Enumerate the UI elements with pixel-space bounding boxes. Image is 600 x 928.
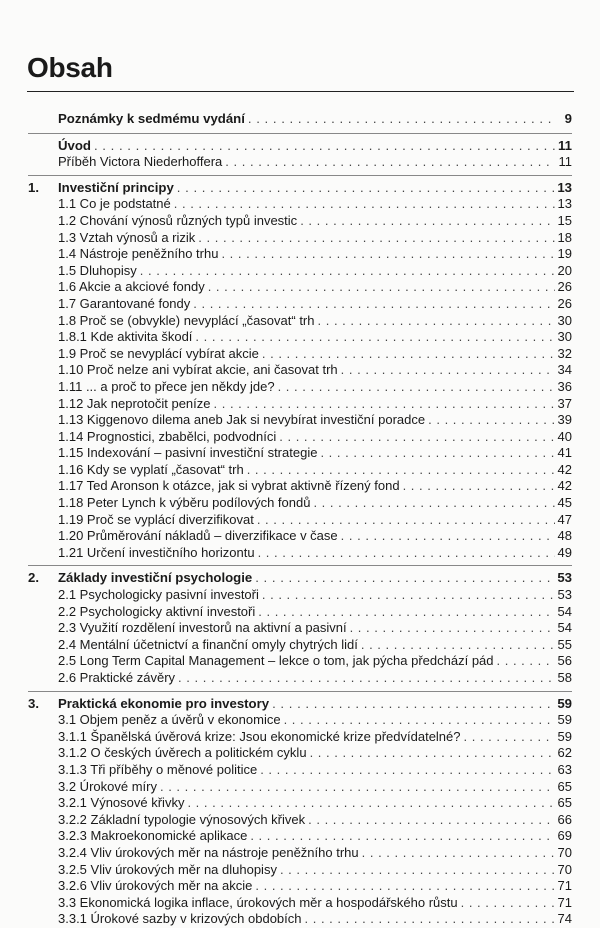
- entry-title: 1.12 Jak neprotočit peníze: [58, 395, 211, 411]
- entry-title: Investiční principy: [58, 179, 174, 195]
- entry-title: Poznámky k sedmému vydání: [58, 111, 245, 126]
- toc-entry[interactable]: [28, 878, 572, 895]
- dot-leader: [225, 154, 555, 171]
- entry-title: 3.2.3 Makroekonomické aplikace: [58, 828, 248, 844]
- page-number: 65: [557, 778, 572, 794]
- dot-leader: [320, 445, 554, 462]
- toc-entry[interactable]: [28, 412, 572, 429]
- toc-entry[interactable]: [28, 670, 572, 687]
- page-number: 58: [557, 670, 572, 685]
- toc-entry[interactable]: [28, 445, 572, 462]
- page-number: 70: [557, 844, 572, 860]
- toc-entry[interactable]: [28, 637, 572, 654]
- dot-leader: [260, 762, 554, 779]
- entry-title: 3.3.1 Úrokové sazby v krizových obdobích: [58, 911, 302, 927]
- page-number: 20: [557, 262, 572, 278]
- toc-entry[interactable]: [28, 495, 572, 512]
- toc-entry[interactable]: [28, 795, 572, 812]
- page-number: 48: [557, 528, 572, 544]
- entry-title: 1.21 Určení investičního horizontu: [58, 544, 255, 560]
- toc-entry[interactable]: [28, 587, 572, 604]
- entry-title: 1.6 Akcie a akciové fondy: [58, 279, 205, 295]
- dot-leader: [305, 911, 555, 928]
- dot-leader: [195, 329, 554, 346]
- entry-title: 2.5 Long Term Capital Management – lekce o tom, jak pýcha předchází pád: [58, 653, 494, 669]
- entry-title: 1.17 Ted Aronson k otázce, jak si vybrat aktivně řízený fond: [58, 478, 400, 494]
- dot-leader: [178, 670, 554, 687]
- page-number: 41: [557, 445, 572, 461]
- page-number: 55: [557, 636, 572, 652]
- toc-entry[interactable]: [28, 313, 572, 330]
- page-number: 42: [557, 478, 572, 494]
- page-number: 26: [557, 295, 572, 311]
- page-number: 30: [557, 312, 572, 328]
- entry-title: 1.16 Kdy se vyplatí „časovat“ trh: [58, 461, 244, 477]
- entry-title: 1.20 Průměrování nákladů – diverzifikace v čase: [58, 528, 338, 544]
- toc-entry[interactable]: [28, 154, 572, 171]
- dot-leader: [255, 570, 554, 587]
- toc-chapter-entry[interactable]: [28, 570, 572, 587]
- entry-title: 1.13 Kiggenovo dilema aneb Jak si nevybírat investiční poradce: [58, 412, 426, 428]
- chapter-number: 3.: [28, 695, 39, 711]
- entry-title: 3.1.1 Španělská úvěrová krize: Jsou ekonomické krize předvídatelné?: [58, 728, 461, 744]
- dot-leader: [280, 862, 555, 879]
- dot-leader: [310, 745, 555, 762]
- toc-section: [28, 565, 572, 686]
- toc-entry[interactable]: [28, 213, 572, 230]
- dot-leader: [341, 362, 555, 379]
- toc-entry[interactable]: [28, 429, 572, 446]
- toc-entry[interactable]: [28, 779, 572, 796]
- entry-title: 2.1 Psychologicky pasivní investoři: [58, 587, 259, 603]
- page-number: 74: [557, 911, 572, 927]
- page-number: 63: [557, 761, 572, 777]
- dot-leader: [279, 429, 554, 446]
- toc-entry[interactable]: [28, 845, 572, 862]
- page-number: 59: [557, 695, 572, 711]
- page-number: 53: [557, 587, 572, 603]
- entry-title: 3.1.2 O českých úvěrech a politickém cyklu: [58, 745, 307, 761]
- dot-leader: [248, 111, 555, 128]
- page-number: 13: [557, 179, 572, 195]
- entry-title: 3.1.3 Tři příběhy o měnové politice: [58, 761, 258, 777]
- toc-chapter-entry[interactable]: [28, 180, 572, 197]
- entry-title: 3.2 Úrokové míry: [58, 778, 157, 794]
- dot-leader: [198, 230, 554, 247]
- page-number: 53: [557, 570, 572, 586]
- dot-leader: [313, 495, 554, 512]
- toc-section: [28, 175, 572, 562]
- entry-title: 1.8.1 Kde aktivita škodí: [58, 329, 193, 345]
- toc-section: [28, 691, 572, 928]
- entry-title: 3.2.6 Vliv úrokových měr na akcie: [58, 878, 253, 894]
- toc-entry[interactable]: [28, 620, 572, 637]
- dot-leader: [160, 779, 555, 796]
- page-number: 59: [557, 712, 572, 728]
- dot-leader: [350, 620, 555, 637]
- page-number: 69: [557, 828, 572, 844]
- dot-leader: [300, 213, 554, 230]
- title-rule: [27, 91, 574, 92]
- entry-title: 1.2 Chování výnosů různých typů investic: [58, 212, 298, 228]
- entry-title: 3.2.4 Vliv úrokových měr na nástroje peněžního trhu: [58, 844, 359, 860]
- entry-title: 1.9 Proč se nevyplácí vybírat akcie: [58, 345, 259, 361]
- page-number: 49: [557, 544, 572, 560]
- page-number: 11: [558, 154, 572, 170]
- toc-entry[interactable]: [28, 745, 572, 762]
- dot-leader: [497, 653, 555, 670]
- entry-title: 3.2.2 Základní typologie výnosových křivek: [58, 811, 306, 827]
- toc-entry[interactable]: [28, 712, 572, 729]
- page-number: 39: [557, 412, 572, 428]
- page-number: 32: [557, 345, 572, 361]
- dot-leader: [272, 696, 554, 713]
- dot-leader: [187, 795, 554, 812]
- dot-leader: [174, 196, 555, 213]
- toc-entry[interactable]: [28, 729, 572, 746]
- toc-entry[interactable]: [28, 828, 572, 845]
- page-number: 11: [558, 137, 572, 153]
- dot-leader: [193, 296, 554, 313]
- page-number: 30: [557, 329, 572, 345]
- toc-section: [28, 111, 572, 128]
- toc-entry[interactable]: [28, 528, 572, 545]
- dot-leader: [361, 637, 555, 654]
- dot-leader: [262, 346, 555, 363]
- dot-leader: [258, 604, 554, 621]
- entry-title: 2.4 Mentální účetnictví a finanční omyly chytrých lidí: [58, 636, 358, 652]
- page-number: 9: [564, 111, 572, 126]
- page-number: 34: [557, 362, 572, 378]
- entry-title: 1.15 Indexování – pasivní investiční strategie: [58, 445, 318, 461]
- toc-chapter-entry[interactable]: [28, 111, 572, 128]
- entry-title: 1.4 Nástroje peněžního trhu: [58, 246, 219, 262]
- page-number: 40: [557, 428, 572, 444]
- entry-title: 1.3 Vztah výnosů a rizik: [58, 229, 196, 245]
- dot-leader: [284, 712, 555, 729]
- entry-title: 1.11 ... a proč to přece jen někdy jde?: [58, 378, 275, 394]
- page-number: 59: [557, 728, 572, 744]
- page-number: 13: [557, 196, 572, 212]
- entry-title: 3.1 Objem peněz a úvěrů v ekonomice: [58, 712, 281, 728]
- dot-leader: [247, 462, 555, 479]
- dot-leader: [221, 246, 554, 263]
- dot-leader: [208, 279, 555, 296]
- page-number: 62: [557, 745, 572, 761]
- toc-entry[interactable]: [28, 379, 572, 396]
- dot-leader: [94, 138, 555, 155]
- page-number: 70: [557, 861, 572, 877]
- entry-title: 3.2.1 Výnosové křivky: [58, 795, 185, 811]
- dot-leader: [214, 396, 555, 413]
- page-number: 71: [557, 894, 572, 910]
- toc-entry[interactable]: [28, 812, 572, 829]
- toc-entry[interactable]: [28, 196, 572, 213]
- toc-entry[interactable]: [28, 604, 572, 621]
- chapter-number: 1.: [28, 179, 39, 195]
- dot-leader: [403, 478, 555, 495]
- toc-entry[interactable]: [28, 895, 572, 912]
- page-number: 56: [557, 653, 572, 669]
- toc-entry[interactable]: [28, 862, 572, 879]
- page-number: 42: [557, 461, 572, 477]
- dot-leader: [341, 528, 555, 545]
- page-number: 54: [557, 603, 572, 619]
- entry-title: 2.3 Využití rozdělení investorů na aktivní a pasivní: [58, 620, 347, 636]
- chapter-number: 2.: [28, 570, 39, 586]
- entry-title: 1.10 Proč nelze ani vybírat akcie, ani časovat trh: [58, 362, 338, 378]
- dot-leader: [250, 828, 554, 845]
- toc-entry[interactable]: [28, 246, 572, 263]
- toc-entry[interactable]: [28, 396, 572, 413]
- toc-entry[interactable]: [28, 296, 572, 313]
- page-number: 47: [557, 511, 572, 527]
- entry-title: Základy investiční psychologie: [58, 570, 253, 586]
- entry-title: 2.2 Psychologicky aktivní investoři: [58, 603, 256, 619]
- table-of-contents: [28, 111, 572, 928]
- dot-leader: [177, 180, 555, 197]
- entry-title: 1.7 Garantované fondy: [58, 295, 191, 311]
- entry-title: 1.18 Peter Lynch k výběru podílových fondů: [58, 495, 311, 511]
- entry-title: 3.2.5 Vliv úrokových měr na dluhopisy: [58, 861, 277, 877]
- dot-leader: [362, 845, 555, 862]
- page-number: 65: [557, 795, 572, 811]
- toc-entry[interactable]: [28, 263, 572, 280]
- toc-entry[interactable]: [28, 346, 572, 363]
- entry-title: Úvod: [58, 137, 91, 153]
- dot-leader: [308, 812, 554, 829]
- toc-entry[interactable]: [28, 545, 572, 562]
- dot-leader: [140, 263, 555, 280]
- dot-leader: [255, 878, 554, 895]
- page-number: 71: [557, 878, 572, 894]
- toc-section: [28, 133, 572, 171]
- toc-entry[interactable]: [28, 512, 572, 529]
- entry-title: 3.3 Ekonomická logika inflace, úrokových měr a hospodářského růstu: [58, 894, 458, 910]
- page-number: 66: [557, 811, 572, 827]
- page-number: 37: [557, 395, 572, 411]
- page-number: 36: [557, 378, 572, 394]
- dot-leader: [257, 512, 555, 529]
- toc-chapter-entry[interactable]: [28, 696, 572, 713]
- toc-entry[interactable]: [28, 653, 572, 670]
- entry-title: 1.14 Prognostici, zbabělci, podvodníci: [58, 428, 277, 444]
- dot-leader: [262, 587, 555, 604]
- page-number: 45: [557, 495, 572, 511]
- page-title: Obsah: [27, 52, 113, 83]
- toc-chapter-entry[interactable]: [28, 138, 572, 155]
- dot-leader: [461, 895, 555, 912]
- toc-entry[interactable]: [28, 362, 572, 379]
- entry-title: 2.6 Praktické závěry: [58, 670, 176, 685]
- entry-title: 1.8 Proč se (obvykle) nevyplácí „časovat“ trh: [58, 312, 315, 328]
- entry-title: Praktická ekonomie pro investory: [58, 695, 270, 711]
- toc-entry[interactable]: [28, 478, 572, 495]
- entry-title: 1.5 Dluhopisy: [58, 262, 137, 278]
- dot-leader: [258, 545, 555, 562]
- dot-leader: [428, 412, 554, 429]
- page-number: 54: [557, 620, 572, 636]
- dot-leader: [464, 729, 555, 746]
- page-number: 15: [557, 212, 572, 228]
- toc-entry[interactable]: [28, 329, 572, 346]
- page-number: 18: [557, 229, 572, 245]
- toc-entry[interactable]: [28, 762, 572, 779]
- page-number: 19: [557, 246, 572, 262]
- toc-entry[interactable]: [28, 911, 572, 928]
- entry-title: 1.19 Proč se vyplácí diverzifikovat: [58, 511, 254, 527]
- toc-entry[interactable]: [28, 279, 572, 296]
- dot-leader: [318, 313, 555, 330]
- page-number: 26: [557, 279, 572, 295]
- entry-title: Příběh Victora Niederhoffera: [58, 154, 223, 170]
- toc-entry[interactable]: [28, 462, 572, 479]
- entry-title: 1.1 Co je podstatné: [58, 196, 171, 212]
- dot-leader: [278, 379, 555, 396]
- toc-entry[interactable]: [28, 230, 572, 247]
